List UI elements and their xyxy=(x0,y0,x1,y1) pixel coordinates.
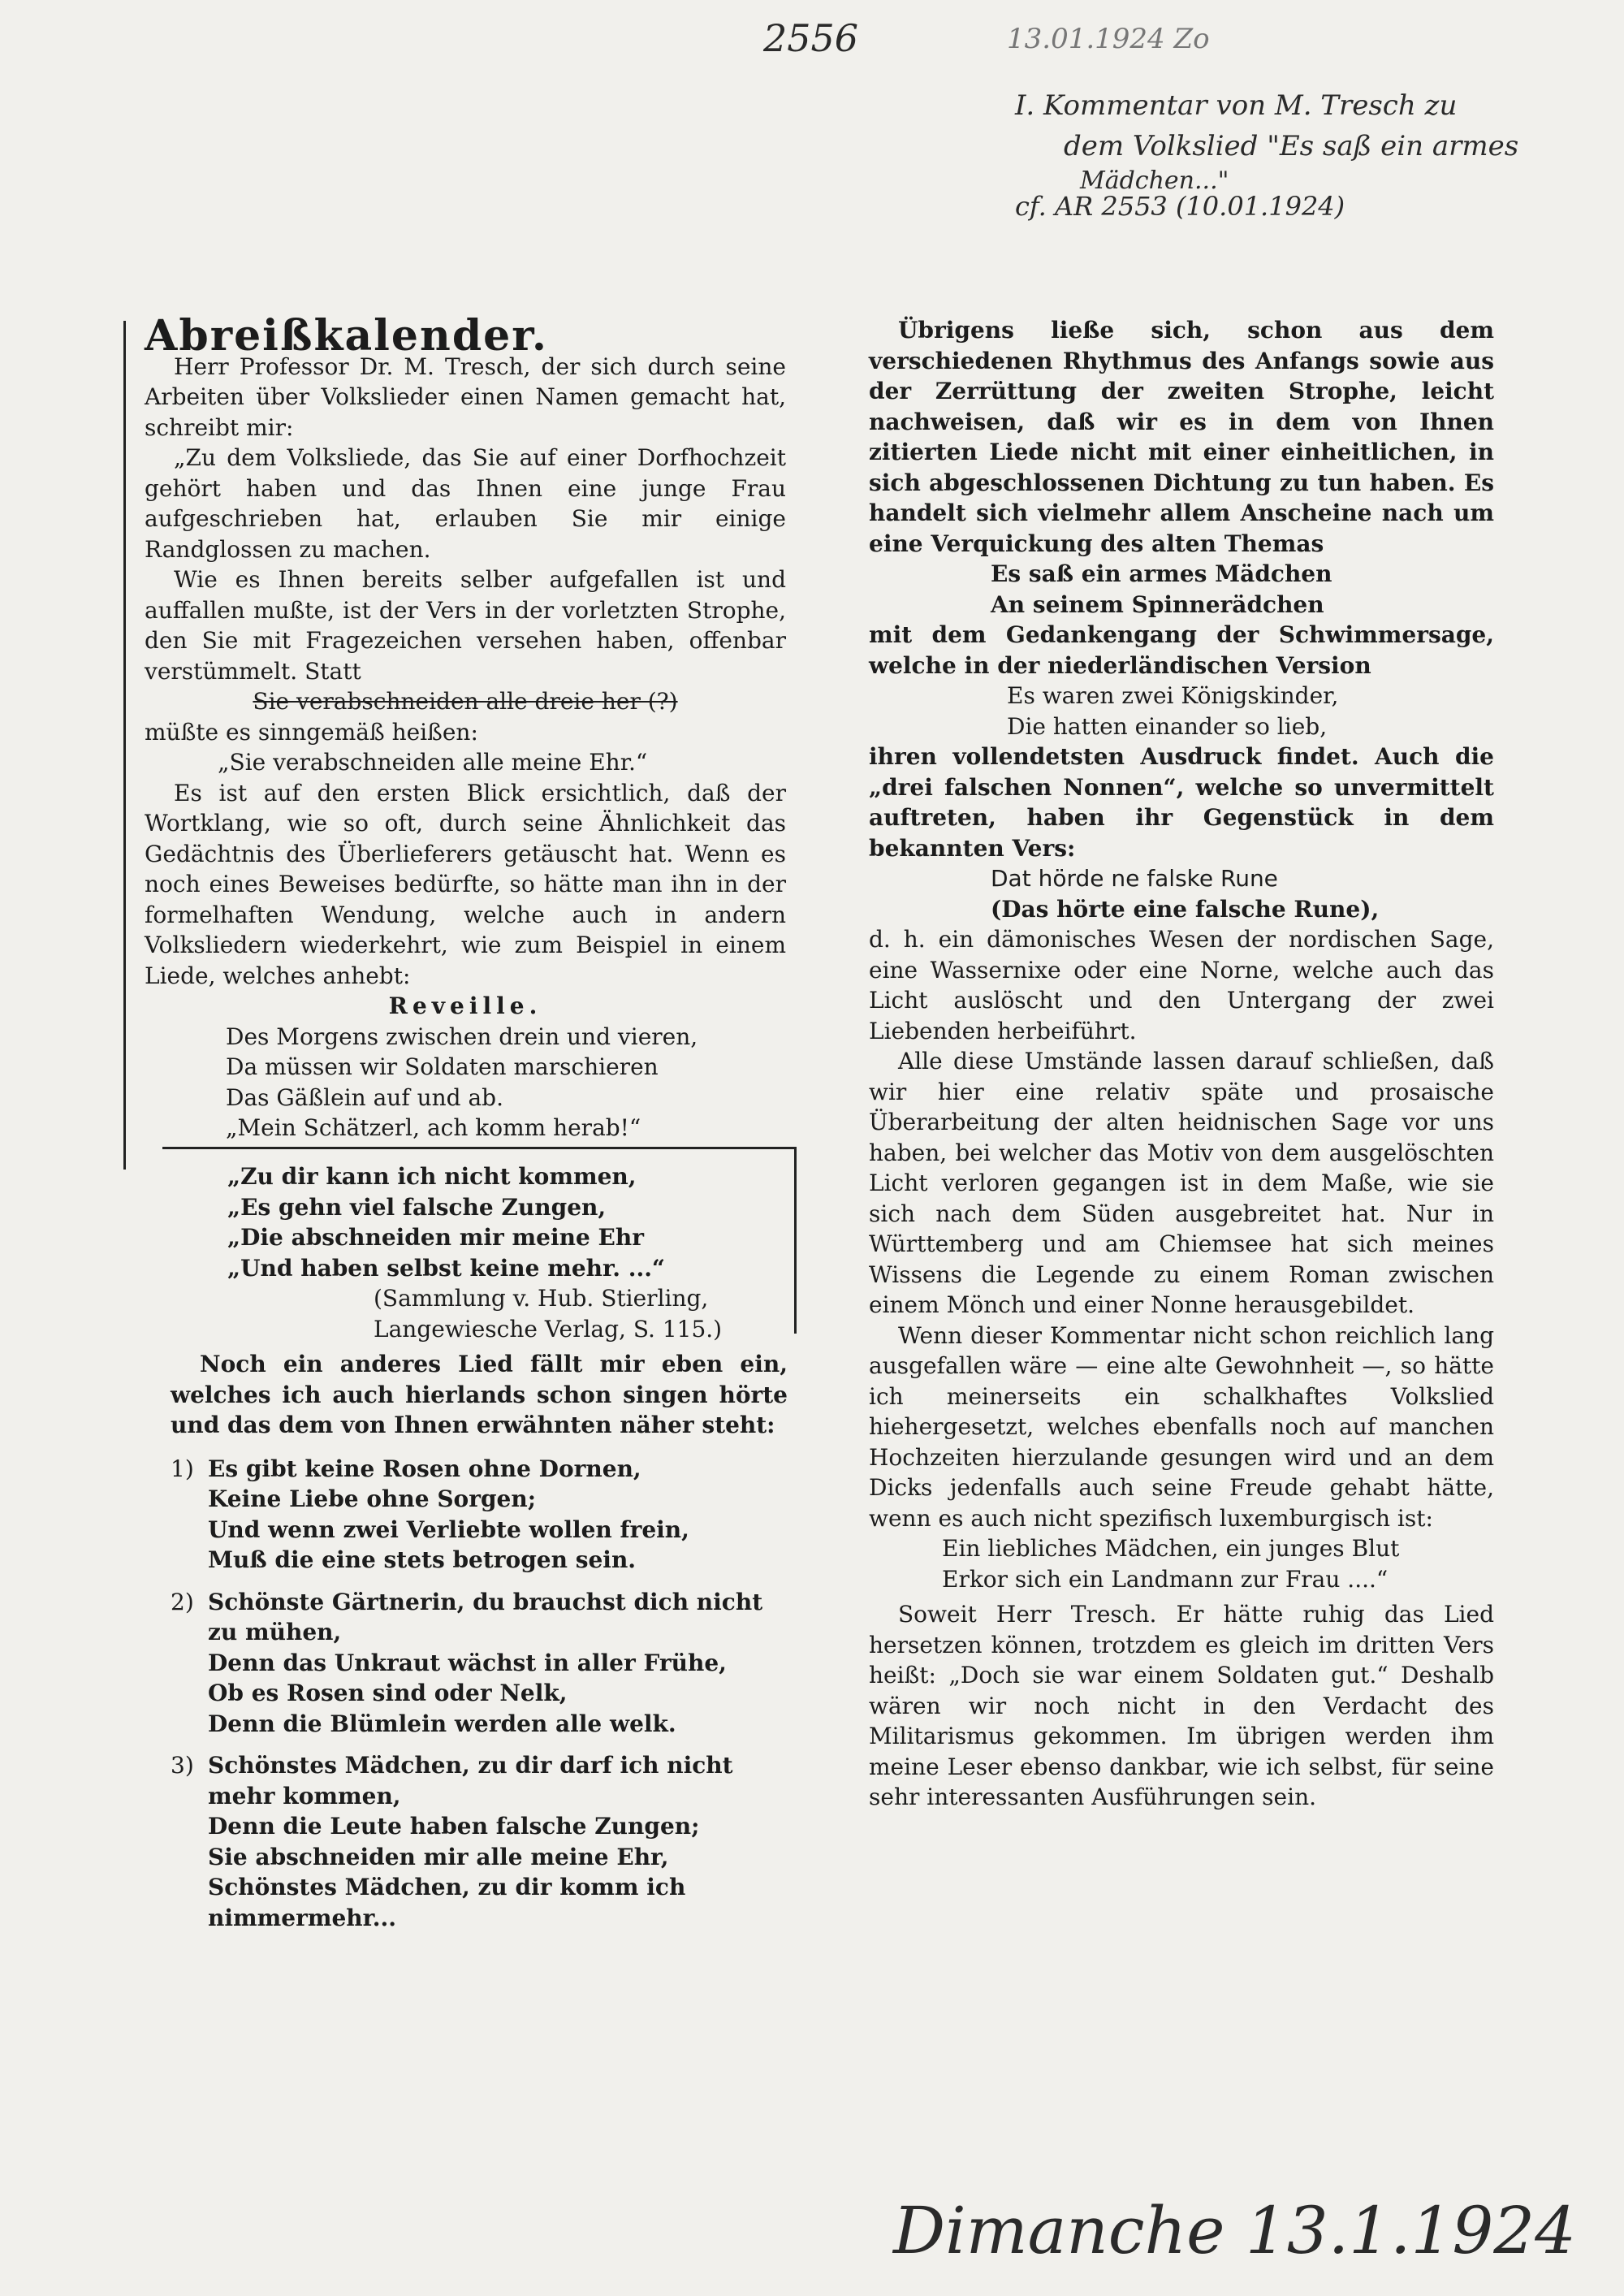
verse-line: Schönstes Mädchen, zu dir darf ich nicht mehr kommen, xyxy=(208,1752,733,1810)
song-title: Reveille. xyxy=(388,992,542,1019)
box-right-line xyxy=(794,1147,797,1334)
verse-line: Es gibt keine Rosen ohne Dornen, xyxy=(208,1455,641,1482)
quoted-verse xyxy=(869,863,1494,924)
date-annotation-bottom: Dimanche 13.1.1924 xyxy=(893,2193,1577,2268)
left-paragraph: „Zu dem Volksliede, das Sie auf einer Dorfhochzeit gehört haben und das Ihnen eine junge Frau aufgeschrieben hat, erlauben Sie mir einige Randglossen zu machen. xyxy=(145,444,786,563)
stanza-3 xyxy=(171,1750,788,1933)
stanza-number: 1) xyxy=(171,1455,194,1482)
verse-line: Da müssen wir Soldaten marschieren xyxy=(226,1053,659,1080)
verse-line: „Es gehn viel falsche Zungen, xyxy=(227,1193,607,1221)
verse-line: Es waren zwei Königskinder, xyxy=(1007,682,1339,709)
verse-line: Ein liebliches Mädchen, ein junges Blut xyxy=(942,1535,1400,1562)
stanza-2 xyxy=(171,1587,788,1740)
quoted-line: „Sie verabschneiden alle meine Ehr.“ xyxy=(218,749,648,776)
verse-line: An seinem Spinnerädchen xyxy=(991,590,1324,618)
verse-line: „Mein Schätzerl, ach komm herab!“ xyxy=(226,1114,641,1141)
verse-line: Dat hörde ne falske Rune xyxy=(991,865,1278,892)
note-line-2: dem Volkslied "Es saß ein armes xyxy=(1064,130,1519,162)
left-paragraph: Wie es Ihnen bereits selber aufgefallen ist und auffallen mußte, ist der Vers in der vorletzten Strophe, den Sie mit Fragezeichen versehen haben, offenbar verstümmelt. Statt xyxy=(145,566,786,685)
stanza-1 xyxy=(171,1454,788,1576)
source-citation: (Sammlung v. Hub. Stierling, xyxy=(374,1285,709,1312)
right-paragraph: Alle diese Umstände lassen darauf schließen, daß wir hier eine relativ späte und prosaische Überarbeitung der alten heidnischen Sage vor uns haben, bei welcher das Motiv von dem ausgelöschten Licht verloren gegangen ist in dem Maße, wie sie sich nach dem Süden ausgebreitet hat. Nur in Württemberg und am Chiemsee hat sich meines Wissens die Legende zu einem Roman zwischen einem Mönch und einer Nonne herausgebildet. xyxy=(869,1048,1494,1318)
quoted-verse xyxy=(869,559,1494,620)
song-verse xyxy=(171,1161,788,1283)
verse-line: Das Gäßlein auf und ab. xyxy=(226,1083,503,1111)
stanza-number: 2) xyxy=(171,1588,194,1615)
stanza-number: 3) xyxy=(171,1752,194,1779)
left-column-lower xyxy=(171,1161,788,1933)
left-paragraph: Herr Professor Dr. M. Tresch, der sich durch seine Arbeiten über Volkslieder einen Namen gemacht hat, schreibt mir: xyxy=(145,352,786,441)
right-column xyxy=(869,315,1494,1813)
left-border-line xyxy=(123,321,126,1170)
verse-line: Des Morgens zwischen drein und vieren, xyxy=(226,1023,698,1050)
verse-line: Sie abschneiden mir alle meine Ehr, xyxy=(208,1843,669,1870)
note-line-4: cf. AR 2553 (10.01.1924) xyxy=(1015,191,1345,222)
note-line-1: I. Kommentar von M. Tresch zu xyxy=(1015,89,1458,122)
verse-line: Und wenn zwei Verliebte wollen frein, xyxy=(208,1516,689,1543)
verse-line: „Und haben selbst keine mehr. ...“ xyxy=(227,1254,666,1282)
left-paragraph: müßte es sinngemäß heißen: xyxy=(145,718,478,746)
divider-line xyxy=(162,1147,796,1149)
verse-line: „Die abschneiden mir meine Ehr xyxy=(227,1224,644,1251)
note-line-3: Mädchen..." xyxy=(1080,166,1229,195)
right-paragraph: mit dem Gedankengang der Schwimmersage, welche in der niederländischen Version xyxy=(869,621,1494,679)
verse-line: Muß die eine stets betrogen sein. xyxy=(208,1546,637,1573)
verse-line: (Das hörte eine falsche Rune), xyxy=(991,895,1380,923)
left-column xyxy=(145,311,786,1144)
verse-line: Es saß ein armes Mädchen xyxy=(991,560,1332,587)
verse-line: Erkor sich ein Landmann zur Frau ....“ xyxy=(942,1565,1389,1593)
archive-number: 2556 xyxy=(763,16,859,60)
date-annotation-top: 13.01.1924 Zo xyxy=(1007,23,1210,55)
right-paragraph: ihren vollendetsten Ausdruck findet. Auch die „drei falschen Nonnen“, welche so unvermittelt auftreten, haben ihr Gegenstück in dem bekannten Vers: xyxy=(869,743,1494,862)
verse-line: Denn das Unkraut wächst in aller Frühe, xyxy=(208,1649,727,1676)
song-verse xyxy=(145,1022,786,1144)
right-paragraph: d. h. ein dämonisches Wesen der nordischen Sage, eine Wassernixe oder eine Norne, welche auch das Licht auslöscht und den Untergang der zwei Liebenden herbeiführt. xyxy=(869,926,1494,1044)
verse-line: Schönstes Mädchen, zu dir komm ich nimmermehr... xyxy=(208,1874,686,1931)
verse-line: Denn die Blümlein werden alle welk. xyxy=(208,1710,676,1737)
right-paragraph: Übrigens ließe sich, schon aus dem verschiedenen Rhythmus des Anfangs sowie aus der Zerrüttung der zweiten Strophe, leicht nachweisen, daß wir es in dem von Ihnen zitierten Liede nicht mit einer einheitlichen, in sich abgeschlossenen Dichtung zu tun haben. Es handelt sich vielmehr allem Anscheine nach um eine Verquickung des alten Themas xyxy=(869,317,1494,557)
quoted-verse xyxy=(869,681,1494,742)
source-citation: Langewiesche Verlag, S. 115.) xyxy=(374,1315,723,1343)
verse-line: Ob es Rosen sind oder Nelk, xyxy=(208,1680,568,1706)
verse-line: Schönste Gärtnerin, du brauchst dich nicht zu mühen, xyxy=(208,1588,763,1645)
verse-line: Keine Liebe ohne Sorgen; xyxy=(208,1485,537,1512)
right-paragraph: Soweit Herr Tresch. Er hätte ruhig das Lied hersetzen können, trotzdem es gleich im dritten Vers heißt: „Doch sie war einem Soldaten gut.“ Deshalb wären wir noch nicht in den Verdacht des Militarismus gekommen. Im übrigen werden ihm meine Leser ebenso dankbar, wie ich selbst, für seine sehr interessanten Ausführungen sein. xyxy=(869,1601,1494,1810)
verse-line: Die hatten einander so lieb, xyxy=(1007,712,1328,740)
verse-line: Denn die Leute haben falsche Zungen; xyxy=(208,1813,700,1840)
right-paragraph: Wenn dieser Kommentar nicht schon reichlich lang ausgefallen wäre — eine alte Gewohnheit —, so hätte ich meinerseits ein schalkhaftes Volkslied hiehergesetzt, welches ebenfalls noch auf manchen Hochzeiten hierzulande gesungen wird und an dem Dicks jedenfalls auch seine Freude gehabt hätte, wenn es auch nicht spezifisch luxemburgisch ist: xyxy=(869,1321,1494,1532)
quoted-line: Sie verabschneiden alle dreie her (?) xyxy=(253,688,678,715)
left-paragraph: Es ist auf den ersten Blick ersichtlich, daß der Wortklang, wie so oft, durch seine Ähnlichkeit das Gedächtnis des Überlieferers getäuscht hat. Wenn es noch eines Beweises bedürfte, so hätte man ihn in der formelhaften Wendung, welche auch in andern Volksliedern wiederkehrt, wie zum Beispiel in einem Liede, welches anhebt: xyxy=(145,779,786,989)
left-paragraph: Noch ein anderes Lied fällt mir eben ein, welches ich auch hierlands schon singen hörte und das dem von Ihnen erwähnten näher steht: xyxy=(171,1351,788,1438)
quoted-verse xyxy=(869,1533,1494,1594)
verse-line: „Zu dir kann ich nicht kommen, xyxy=(227,1163,637,1190)
article-title: Abreißkalender. xyxy=(145,311,548,361)
